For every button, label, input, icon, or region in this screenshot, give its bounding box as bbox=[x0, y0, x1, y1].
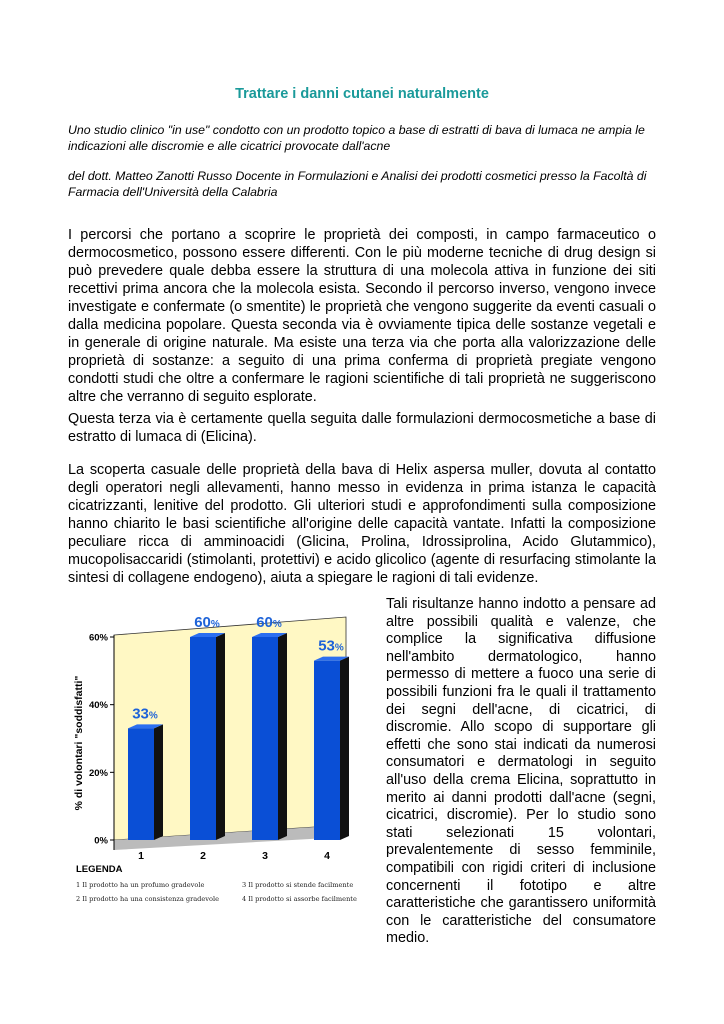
y-axis-label: % di volontari "soddisfatti" bbox=[73, 675, 85, 811]
x-tick-label: 3 bbox=[262, 850, 268, 862]
paragraph-1: I percorsi che portano a scoprire le proprietà dei composti, in campo farmaceutico o dermocosmetico, possono essere differenti. Con le più moderne tecniche di drug design si può prevedere quale debba essere la struttura di una molecola attiva in funzione dei siti recettivi prima ancora che la molecola esista. Secondo il percorso inverso, vengono invece investigate e confermate (o smentite) le proprietà che vengono suggerite da eventi casuali o dalla medicina popolare. Questa seconda via è ovviamente tipica delle sostanze vegetali e in generale di origine naturale. Ma esiste una terza via che porta alla valorizzazione delle proprietà di sostanze: a seguito di una prima conferma di proprietà pregiate vengono condotti studi che oltre a confermare le ragioni scientifiche di tali proprietà ne suggeriscono altre che verranno di seguito esplorate. bbox=[68, 227, 656, 405]
x-tick-label: 4 bbox=[324, 850, 330, 862]
bar-2 bbox=[190, 614, 225, 840]
bar-value-label: 60% bbox=[256, 614, 282, 631]
bar-front bbox=[252, 637, 278, 840]
bar-front bbox=[128, 728, 154, 840]
bar-side bbox=[216, 633, 225, 840]
y-tick-label: 0% bbox=[94, 835, 108, 847]
legend-item-1: 1 Il prodotto ha un profumo gradevole bbox=[76, 881, 205, 889]
x-tick-label: 2 bbox=[200, 850, 206, 862]
y-tick-label: 60% bbox=[88, 632, 108, 644]
bar-3 bbox=[252, 614, 287, 840]
legend-title: LEGENDA bbox=[76, 864, 123, 875]
bar-side bbox=[278, 633, 287, 840]
side-paragraph: Tali risultanze hanno indotto a pensare ad altre possibili qualità e valenze, che complice la significativa diffusione nell'ambito dermatologico, hanno permesso di mettere a fuoco una serie di possibili funzioni fra le quali il trattamento dei segni dell'acne, di cicatrici, di discromie. Allo scopo di supportare gli effetti che sono stai indicati da numerosi consumatori e dermatologi in seguito all'uso della crema Elicina, soprattutto in merito ai danni prodotti dall'acne (segni, cicatrici, discromie). Per lo studio sono stati selezionati 15 volontari, prevalentemente di sesso femminile, compatibili con rigidi criteri di inclusione concernenti il fototipo e altre caratteristiche che garantissero uniformità con le caratteristiche del consumatore medio. bbox=[386, 596, 656, 947]
chart-svg bbox=[64, 595, 374, 915]
x-tick-label: 1 bbox=[138, 850, 144, 862]
document-title: Trattare i danni cutanei naturalmente bbox=[235, 86, 489, 102]
bar-front bbox=[314, 661, 340, 840]
legend-item-2: 2 Il prodotto ha una consistenza gradevole bbox=[76, 895, 220, 903]
legend-item-4: 4 Il prodotto si assorbe facilmente bbox=[242, 895, 357, 903]
bar-side bbox=[154, 724, 163, 840]
y-tick-label: 20% bbox=[88, 767, 108, 779]
paragraph-3: La scoperta casuale delle proprietà della bava di Helix aspersa muller, dovuta al contatto degli operatori negli allevamenti, hanno messo in evidenza in prima istanza le capacità cicatrizzanti, lenitive del prodotto. Gli ulteriori studi e approfondimenti sulla composizione hanno chiarito le basi scientifiche all'origine delle capacità vantate. Infatti la composizione peculiare ricca di amminoacidi (Glicina, Prolina, Idrossiprolina, Acido Glutammico), mucopolisaccaridi (stimolanti, protettivi) e acido glicolico (agente di resurfacing stimolante la sintesi di collagene endogeno), aiuta a spiegare le ragioni di tali evidenze. bbox=[68, 462, 656, 586]
bar-4 bbox=[314, 638, 349, 840]
y-tick-label: 40% bbox=[88, 700, 108, 712]
author-line: del dott. Matteo Zanotti Russo Docente in Formulazioni e Analisi dei prodotti cosmetici presso la Facoltà di Farmacia dell'Università della Calabria bbox=[68, 169, 647, 199]
bar-front bbox=[190, 637, 216, 840]
document-subtitle: Uno studio clinico "in use" condotto con un prodotto topico a base di estratti di bava di lumaca ne ampia le indicazioni alle discromie e alle cicatrici provocate dall'acne bbox=[68, 123, 645, 153]
satisfaction-chart bbox=[64, 595, 374, 915]
legend-item-3: 3 Il prodotto si stende facilmente bbox=[242, 881, 354, 889]
paragraph-2: Questa terza via è certamente quella seguita dalle formulazioni dermocosmetiche a base di estratto di lumaca di (Elicina). bbox=[68, 411, 656, 445]
bar-value-label: 53% bbox=[318, 637, 344, 655]
bar-value-label: 33% bbox=[132, 705, 158, 723]
bar-side bbox=[340, 657, 349, 840]
bar-value-label: 60% bbox=[194, 614, 220, 631]
